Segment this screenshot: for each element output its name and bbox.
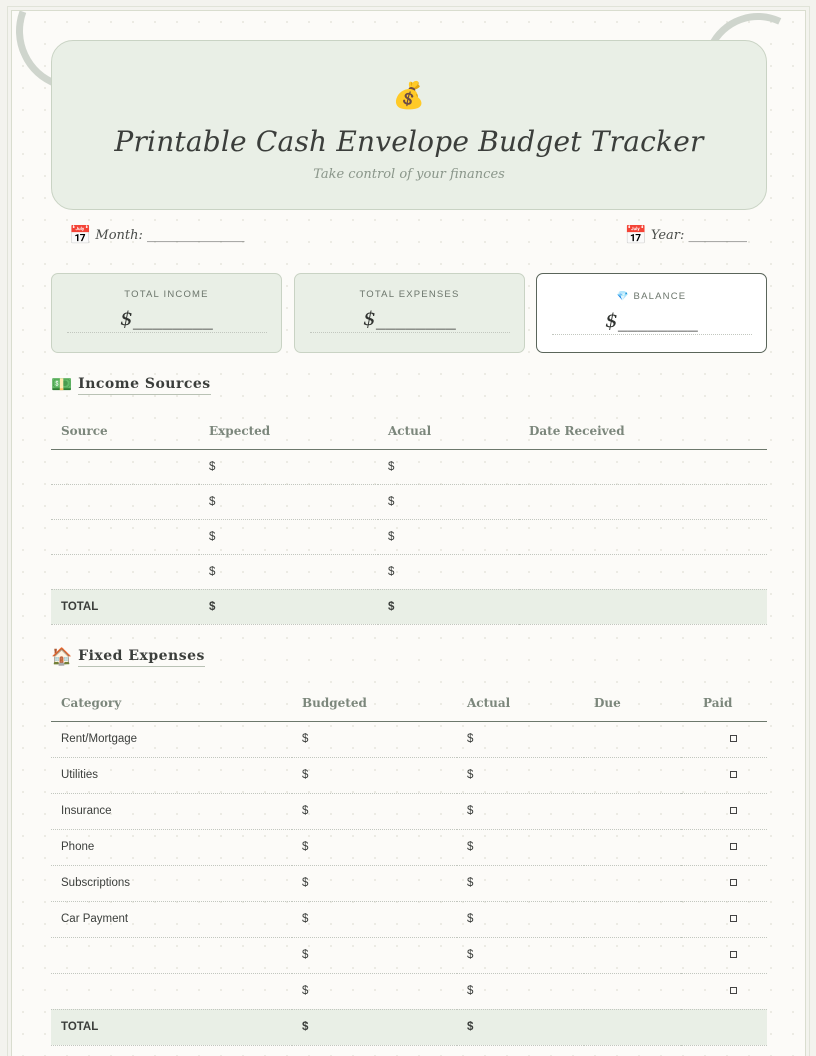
table-cell[interactable] <box>519 519 767 554</box>
cash-icon: 💵 <box>51 375 73 394</box>
table-cell[interactable]: $ <box>378 554 519 589</box>
page-title: Printable Cash Envelope Budget Tracker <box>114 125 704 158</box>
table-cell[interactable]: $ <box>199 589 378 624</box>
total-expenses-value[interactable]: $________ <box>310 306 510 333</box>
paid-cell <box>681 757 767 793</box>
table-row <box>51 865 767 901</box>
income-header-row <box>51 413 767 449</box>
table-cell[interactable] <box>51 973 292 1009</box>
calendar-icon: 📅 <box>624 225 647 246</box>
table-row <box>51 484 767 519</box>
table-cell[interactable]: $ <box>292 973 457 1009</box>
total-row <box>51 589 767 624</box>
fixed-header-row <box>51 685 767 721</box>
table-cell[interactable]: $ <box>457 901 584 937</box>
table-cell[interactable] <box>584 865 681 901</box>
page-subtitle: Take control of your finances <box>313 167 505 182</box>
column-header: Due <box>584 685 681 721</box>
month-field[interactable] <box>69 225 245 246</box>
table-cell[interactable]: Phone <box>51 829 292 865</box>
table-cell[interactable]: TOTAL <box>51 1009 292 1045</box>
paid-cell <box>681 829 767 865</box>
diamond-icon: 💎 <box>616 291 630 302</box>
balance-value[interactable]: $________ <box>552 308 752 335</box>
table-cell[interactable]: $ <box>378 484 519 519</box>
table-row <box>51 973 767 1009</box>
table-cell[interactable] <box>51 519 199 554</box>
column-header: Expected <box>199 413 378 449</box>
table-cell[interactable]: $ <box>457 721 584 757</box>
table-cell[interactable]: $ <box>457 973 584 1009</box>
table-cell[interactable] <box>51 554 199 589</box>
table-row <box>51 449 767 484</box>
paid-cell <box>681 937 767 973</box>
table-cell[interactable]: $ <box>378 589 519 624</box>
table-cell[interactable]: $ <box>457 937 584 973</box>
table-cell[interactable]: Insurance <box>51 793 292 829</box>
table-cell[interactable]: $ <box>292 721 457 757</box>
fixed-section-heading <box>51 647 205 667</box>
table-cell[interactable] <box>584 1009 681 1045</box>
table-row <box>51 901 767 937</box>
month-label: Month: _______________ <box>95 228 245 243</box>
table-cell[interactable] <box>584 937 681 973</box>
column-header: Budgeted <box>292 685 457 721</box>
column-header: Date Received <box>519 413 767 449</box>
table-cell[interactable] <box>51 937 292 973</box>
table-cell[interactable]: $ <box>199 519 378 554</box>
table-cell[interactable]: $ <box>292 829 457 865</box>
table-cell[interactable] <box>51 449 199 484</box>
table-cell[interactable]: Car Payment <box>51 901 292 937</box>
table-cell[interactable] <box>519 554 767 589</box>
table-cell[interactable] <box>584 901 681 937</box>
table-cell[interactable]: $ <box>378 519 519 554</box>
balance-card <box>536 273 767 353</box>
fixed-expenses-table <box>51 685 767 1046</box>
paid-cell <box>681 793 767 829</box>
money-bag-icon: 💰 <box>392 80 426 110</box>
column-header: Category <box>51 685 292 721</box>
paid-checkbox[interactable] <box>730 879 737 886</box>
table-cell[interactable] <box>584 829 681 865</box>
table-row <box>51 554 767 589</box>
table-cell[interactable]: $ <box>199 554 378 589</box>
table-cell[interactable]: $ <box>292 757 457 793</box>
total-income-card <box>51 273 282 353</box>
year-label: Year: _________ <box>650 228 747 243</box>
income-section-heading <box>51 375 211 395</box>
total-income-label: TOTAL INCOME <box>124 289 209 300</box>
total-row <box>51 1009 767 1045</box>
total-income-value[interactable]: $________ <box>67 306 267 333</box>
table-row <box>51 793 767 829</box>
table-cell[interactable]: $ <box>457 757 584 793</box>
column-header: Actual <box>457 685 584 721</box>
column-header: Source <box>51 413 199 449</box>
fixed-section-title: Fixed Expenses <box>78 648 205 667</box>
table-cell[interactable]: Rent/Mortgage <box>51 721 292 757</box>
paid-checkbox[interactable] <box>730 843 737 850</box>
table-cell[interactable]: $ <box>457 865 584 901</box>
year-field[interactable] <box>624 225 747 246</box>
table-cell[interactable]: $ <box>292 901 457 937</box>
table-cell[interactable]: $ <box>292 793 457 829</box>
table-cell[interactable]: $ <box>457 793 584 829</box>
paid-checkbox[interactable] <box>730 951 737 958</box>
table-row <box>51 519 767 554</box>
table-cell[interactable]: $ <box>199 484 378 519</box>
table-cell[interactable]: $ <box>199 449 378 484</box>
balance-label: BALANCE <box>633 291 687 302</box>
table-cell[interactable]: $ <box>292 1009 457 1045</box>
table-cell[interactable]: $ <box>292 865 457 901</box>
table-cell[interactable] <box>519 484 767 519</box>
table-cell[interactable]: Utilities <box>51 757 292 793</box>
table-cell[interactable] <box>584 793 681 829</box>
income-table <box>51 413 767 625</box>
column-header: Actual <box>378 413 519 449</box>
paid-cell <box>681 1009 767 1045</box>
paid-checkbox[interactable] <box>730 915 737 922</box>
total-expenses-label: TOTAL EXPENSES <box>359 289 460 300</box>
table-cell[interactable] <box>519 589 767 624</box>
calendar-icon: 📅 <box>69 225 92 246</box>
table-cell[interactable] <box>584 757 681 793</box>
table-cell[interactable] <box>584 973 681 1009</box>
column-header: Paid <box>681 685 767 721</box>
table-cell[interactable]: Subscriptions <box>51 865 292 901</box>
budget-page <box>11 10 806 1056</box>
table-cell[interactable]: $ <box>292 937 457 973</box>
table-cell[interactable]: $ <box>378 449 519 484</box>
table-row <box>51 757 767 793</box>
table-row <box>51 937 767 973</box>
house-icon: 🏠 <box>51 647 73 666</box>
header-banner <box>51 40 767 210</box>
table-cell[interactable]: $ <box>457 829 584 865</box>
total-expenses-card <box>294 273 525 353</box>
paid-cell <box>681 865 767 901</box>
paid-checkbox[interactable] <box>730 987 737 994</box>
paid-cell <box>681 973 767 1009</box>
paid-cell <box>681 901 767 937</box>
table-cell[interactable] <box>51 484 199 519</box>
paid-checkbox[interactable] <box>730 771 737 778</box>
paid-cell <box>681 721 767 757</box>
table-row <box>51 721 767 757</box>
table-row <box>51 829 767 865</box>
paid-checkbox[interactable] <box>730 807 737 814</box>
table-cell[interactable]: $ <box>457 1009 584 1045</box>
table-cell[interactable]: TOTAL <box>51 589 199 624</box>
table-cell[interactable] <box>584 721 681 757</box>
income-section-title: Income Sources <box>78 376 211 395</box>
paid-checkbox[interactable] <box>730 735 737 742</box>
table-cell[interactable] <box>519 449 767 484</box>
